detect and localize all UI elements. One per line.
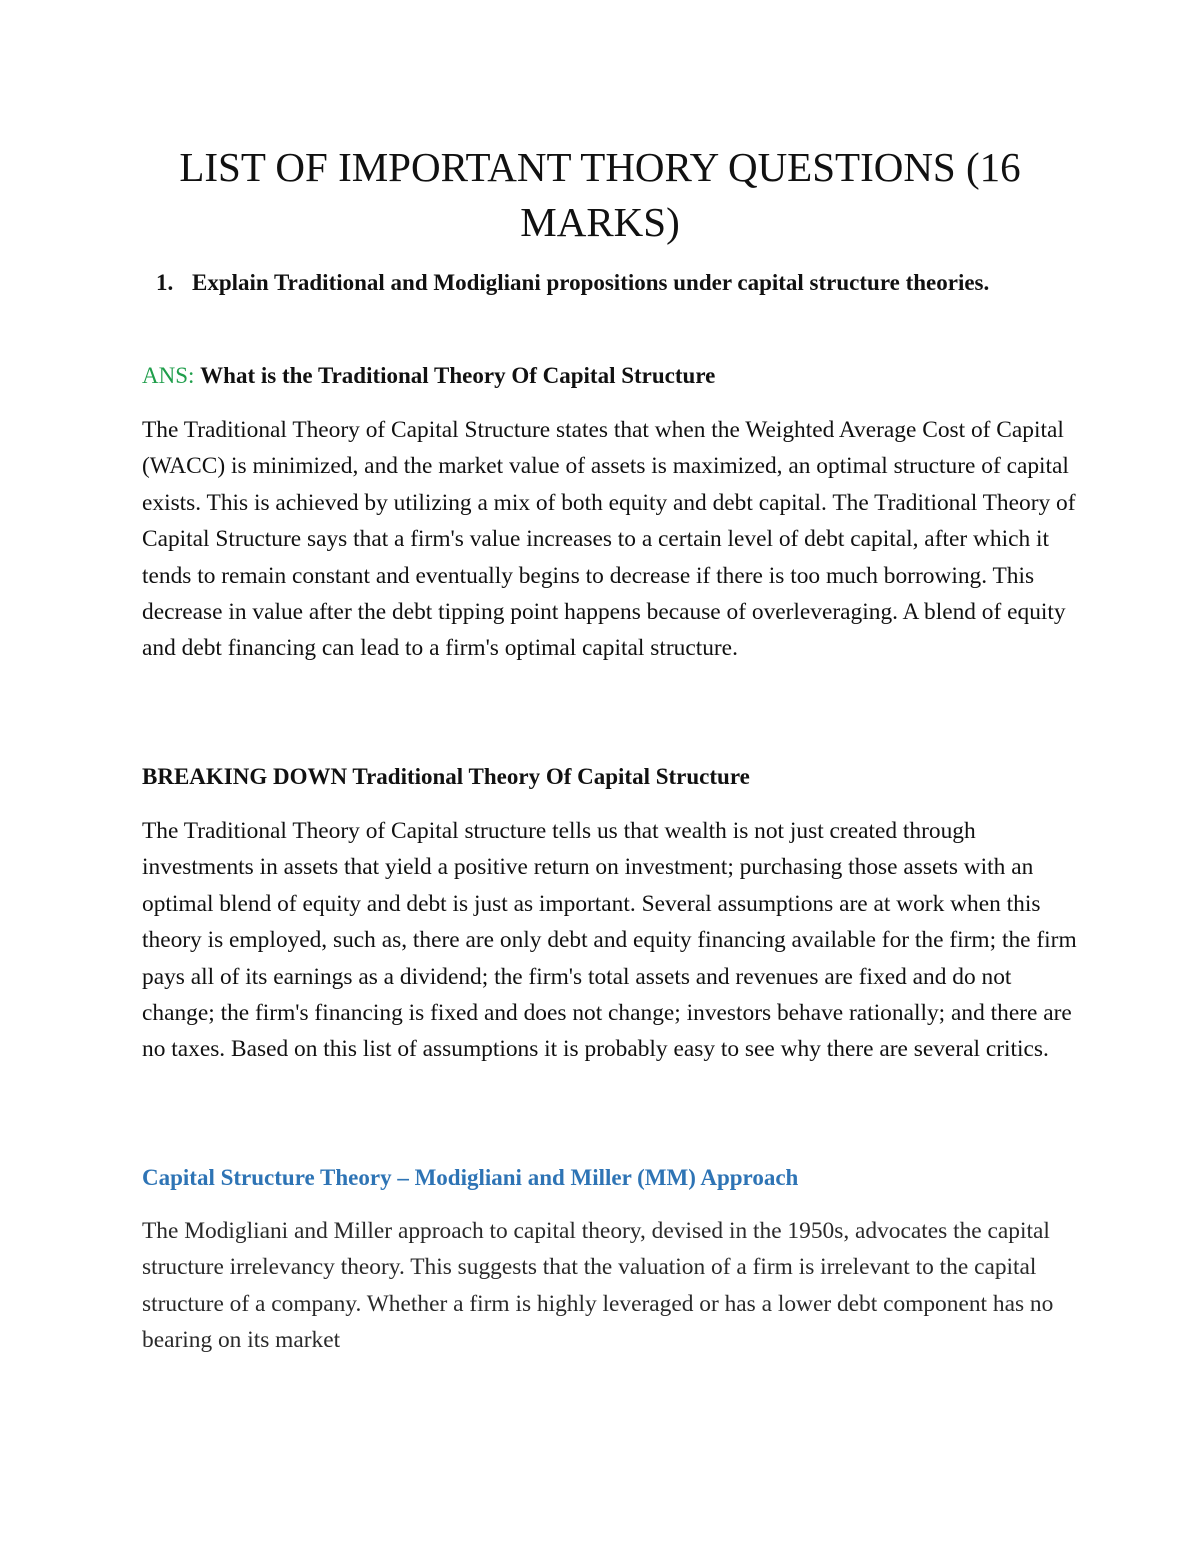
- answer-heading: What is the Traditional Theory Of Capital Structure: [200, 363, 716, 388]
- heading-mm-approach: Capital Structure Theory – Modigliani and Miller (MM) Approach: [142, 1165, 799, 1190]
- document-title: LIST OF IMPORTANT THORY QUESTIONS (16 MARKS): [179, 144, 1021, 245]
- answer-line: [142, 358, 1092, 393]
- question-text: Explain Traditional and Modigliani propositions under capital structure theories.: [192, 270, 990, 295]
- paragraph-mm-approach: The Modigliani and Miller approach to capital theory, devised in the 1950s, advocates the capital structure irrelevancy theory. This suggests that the valuation of a firm is irrelevant to the capital structure of a company. Whether a firm is highly leveraged or has a lower debt component has no bearing on its market: [142, 1218, 1054, 1354]
- heading-breaking-down: BREAKING DOWN Traditional Theory Of Capital Structure: [142, 764, 750, 789]
- paragraph-assumptions: The Traditional Theory of Capital structure tells us that wealth is not just created through investments in assets that yield a positive return on investment; purchasing those assets with an optimal blend of equity and debt is just as important. Several assumptions are at work when this theory is employed, such as, there are only debt and equity financing available for the firm; the firm pays all of its earnings as a dividend; the firm's total assets and revenues are fixed and do not change; the firm's financing is fixed and does not change; investors behave rationally; and there are no taxes. Based on this list of assumptions it is probably easy to see why there are several critics.: [142, 818, 1077, 1063]
- question-item: [142, 265, 1042, 300]
- paragraph-traditional-theory: The Traditional Theory of Capital Structure states that when the Weighted Average Cost of Capital (WACC) is minimized, and the market value of assets is maximized, an optimal structure of capital exists. This is achieved by utilizing a mix of both equity and debt capital. The Traditional Theory of Capital Structure says that a firm's value increases to a certain level of debt capital, after which it tends to remain constant and eventually begins to decrease if there is too much borrowing. This decrease in value after the debt tipping point happens because of overleveraging. A blend of equity and debt financing can lead to a firm's optimal capital structure.: [142, 417, 1076, 662]
- question-number: 1.: [156, 270, 174, 295]
- answer-label: ANS:: [142, 363, 195, 388]
